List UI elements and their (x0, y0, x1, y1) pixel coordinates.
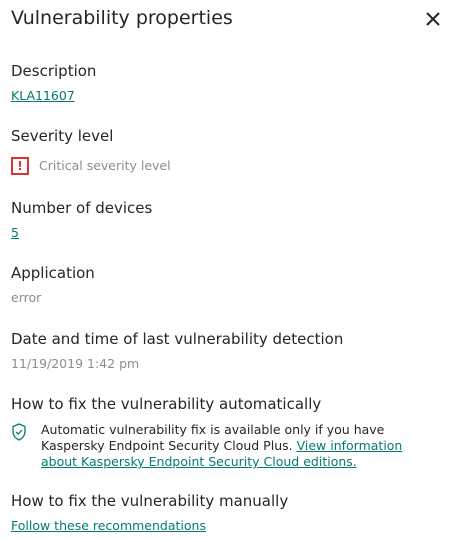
description-heading: Description (11, 62, 97, 80)
detection-section (11, 330, 441, 372)
application-section (11, 264, 441, 306)
description-section (11, 62, 441, 104)
application-heading: Application (11, 264, 95, 282)
detection-value: 11/19/2019 1:42 pm (11, 356, 140, 371)
auto-fix-section (11, 395, 441, 470)
panel-title: Vulnerability properties (11, 7, 233, 29)
detection-heading: Date and time of last vulnerability detection (11, 330, 344, 348)
severity-value: Critical severity level (39, 158, 171, 173)
severity-heading: Severity level (11, 127, 114, 145)
application-value: error (11, 290, 42, 305)
manual-fix-section (11, 492, 441, 534)
auto-fix-description: Automatic vulnerability fix is available only if you have Kaspersky Endpoint Security Cloud Plus. (41, 422, 385, 453)
close-button[interactable] (423, 9, 443, 29)
manual-fix-heading: How to fix the vulnerability manually (11, 492, 289, 510)
close-icon (423, 9, 443, 29)
devices-section (11, 199, 441, 241)
editions-info-link[interactable]: View information about Kaspersky Endpoint Security Cloud editions. (41, 438, 403, 469)
shield-check-icon (11, 423, 27, 441)
auto-fix-heading: How to fix the vulnerability automatically (11, 395, 322, 413)
recommendations-link[interactable]: Follow these recommendations (11, 518, 206, 533)
description-link[interactable]: KLA11607 (11, 88, 75, 103)
severity-section (11, 127, 441, 175)
devices-heading: Number of devices (11, 199, 153, 217)
critical-severity-icon: ! (11, 157, 29, 175)
devices-count-link[interactable]: 5 (11, 225, 19, 240)
auto-fix-text (41, 422, 421, 470)
